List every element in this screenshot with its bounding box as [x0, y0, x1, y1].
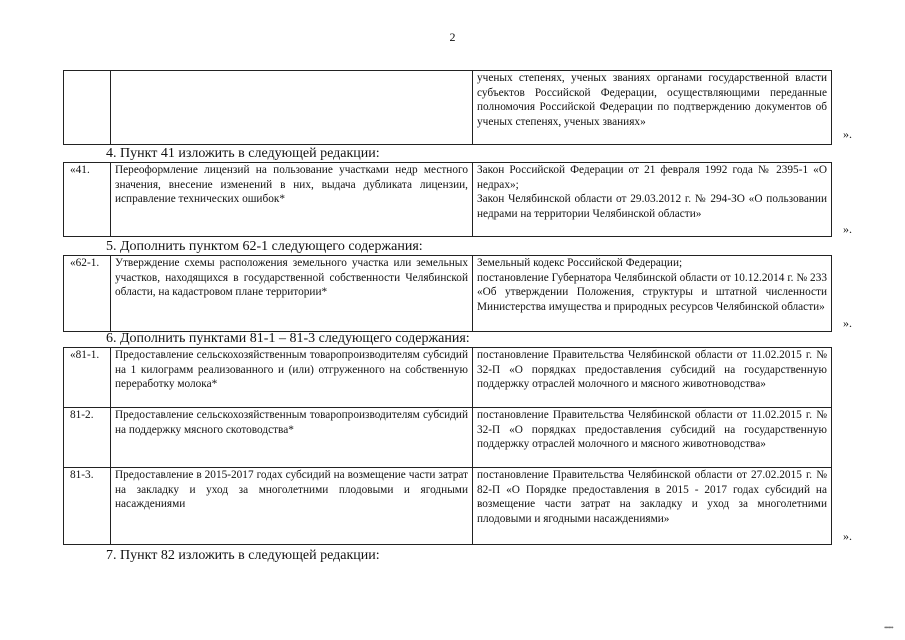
- cell-service-name: Предоставление сельскохозяйственным товаропроизводителям субсидий на 1 килограмм реализованного и (или) отгруженного на собственную переработку молока*: [111, 348, 473, 408]
- closing-quote: ».: [843, 316, 852, 330]
- table-row: [64, 348, 832, 408]
- heading-item-7: 7. Пункт 82 изложить в следующей редакции:: [106, 548, 380, 563]
- cell-number: «62-1.: [64, 256, 111, 332]
- cell-service-name: Утверждение схемы расположения земельного участка или земельных участков, находящихся в государственной собственности Челябинской области, на кадастровом плане территории*: [111, 256, 473, 332]
- cell-legal-basis: [473, 163, 832, 237]
- cell-number: 81-2.: [64, 408, 111, 468]
- cell-number: «81-1.: [64, 348, 111, 408]
- page-number: 2: [449, 30, 456, 44]
- cell-legal-basis: [473, 256, 832, 332]
- closing-quote: ».: [843, 222, 852, 236]
- legal-basis-line: Закон Российской Федерации от 21 февраля 1992 года № 2395-1 «О недрах»;: [477, 164, 827, 191]
- heading-item-4: 4. Пункт 41 изложить в следующей редакции:: [106, 146, 380, 161]
- cell-legal-basis: постановление Правительства Челябинской области от 11.02.2015 г. № 32-П «О порядках предоставления субсидий на государственную поддержку отраслей молочного и мясного животноводства»: [473, 408, 832, 468]
- table-row: [64, 468, 832, 545]
- legal-basis-line: постановление Губернатора Челябинской области от 10.12.2014 г. № 233 «Об утверждении Положения, структуры и штатной численности Министерства имущества и природных ресурсов Челябинской области»: [477, 271, 827, 313]
- table-row: [64, 256, 832, 332]
- table-row: [64, 163, 832, 237]
- cell-legal-basis: постановление Правительства Челябинской области от 27.02.2015 г. № 82-П «О Порядке предоставления в 2015 - 2017 годах субсидий на возмещение части затрат на закладку и уход за многолетними плодовыми и ягодными насаждениями»: [473, 468, 832, 545]
- legal-basis-line: Закон Челябинской области от 29.03.2012 г. № 294-ЗО «О пользовании недрами на территории Челябинской области»: [477, 193, 827, 220]
- cell-service-name: Переоформление лицензий на пользование участками недр местного значения, внесение изменений в них, выдача дубликата лицензии, исправление технических ошибок*: [111, 163, 473, 237]
- table-row: [64, 71, 832, 145]
- table-item-41: [63, 162, 832, 237]
- table-items-81: [63, 347, 832, 545]
- table-continuation: [63, 70, 832, 145]
- cell-service-name: Предоставление в 2015-2017 годах субсидий на возмещение части затрат на закладку и уход за многолетними плодовыми и ягодными насаждениями: [111, 468, 473, 545]
- table-row: [64, 408, 832, 468]
- cell-service-name: Предоставление сельскохозяйственным товаропроизводителям субсидий на поддержку мясного скотоводства*: [111, 408, 473, 468]
- cell-legal-basis: ученых степенях, ученых званиях органами государственной власти субъектов Российской Федерации, осуществляющими переданные полномочия Российской Федерации по подтверждению документов об ученых степенях, ученых званиях»: [473, 71, 832, 145]
- cell-number: [64, 71, 111, 145]
- cell-number: «41.: [64, 163, 111, 237]
- cell-service-name: [111, 71, 473, 145]
- table-item-62-1: [63, 255, 832, 332]
- heading-item-6: 6. Дополнить пунктами 81-1 – 81-3 следующего содержания:: [106, 331, 470, 346]
- scan-margin-mark: ••••••: [884, 624, 893, 632]
- closing-quote: ».: [843, 127, 852, 141]
- cell-legal-basis: постановление Правительства Челябинской области от 11.02.2015 г. № 32-П «О порядках предоставления субсидий на государственную поддержку отраслей молочного и мясного животноводства»: [473, 348, 832, 408]
- heading-item-5: 5. Дополнить пунктом 62-1 следующего содержания:: [106, 239, 423, 254]
- cell-number: 81-3.: [64, 468, 111, 545]
- closing-quote: ».: [843, 529, 852, 543]
- legal-basis-line: Земельный кодекс Российской Федерации;: [477, 257, 683, 269]
